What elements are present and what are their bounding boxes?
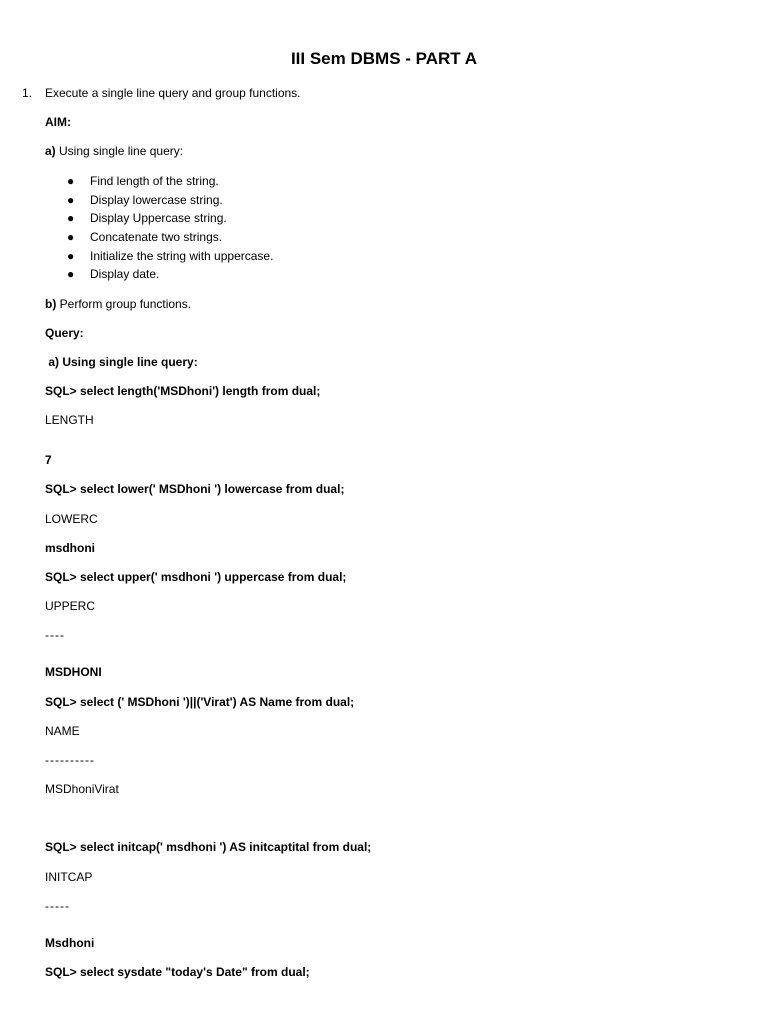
bullet-icon: ● [67, 211, 75, 226]
bullet-icon: ● [67, 230, 75, 245]
part-b-text: Perform group functions. [56, 297, 192, 311]
output-dashes-concat: ---------- [45, 753, 95, 767]
output-dashes-initcap: ----- [45, 899, 70, 913]
sql-initcap: SQL> select initcap(' msdhoni ') AS initcaptital from dual; [45, 840, 372, 854]
output-value-concat: MSDhoniVirat [45, 782, 119, 796]
item-text: Execute a single line query and group functions. [45, 86, 301, 100]
bullet-text: Concatenate two strings. [90, 230, 223, 245]
bullet-text: Display Uppercase string. [90, 211, 227, 226]
output-header-lower: LOWERC [45, 512, 98, 526]
part-b-line [45, 296, 191, 312]
list-item [67, 265, 273, 284]
sql-length: SQL> select length('MSDhoni') length from dual; [45, 384, 321, 398]
bullet-icon: ● [67, 248, 75, 263]
list-item [67, 246, 273, 265]
output-value-initcap: Msdhoni [45, 936, 95, 950]
bullet-icon: ● [67, 174, 75, 189]
part-a-text: Using single line query: [55, 144, 184, 158]
sql-concat: SQL> select (' MSDhoni ')||('Virat') AS Name from dual; [45, 695, 355, 709]
bullet-text: Initialize the string with uppercase. [90, 248, 274, 263]
bullet-text: Display lowercase string. [90, 192, 223, 207]
output-header-initcap: INITCAP [45, 870, 93, 884]
output-header-upper: UPPERC [45, 599, 96, 613]
output-header-length: LENGTH [45, 413, 94, 427]
bullet-icon: ● [67, 192, 75, 207]
bullet-text: Find length of the string. [90, 174, 219, 189]
query-label: Query: [45, 326, 84, 340]
sql-lower: SQL> select lower(' MSDhoni ') lowercase from dual; [45, 482, 345, 496]
list-item [67, 172, 273, 191]
list-item [67, 191, 273, 210]
item-number: 1. [22, 86, 33, 100]
aim-label: AIM: [45, 115, 71, 129]
output-header-concat: NAME [45, 724, 80, 738]
document-title: III Sem DBMS - PART A [290, 49, 478, 68]
bullet-text: Display date. [90, 267, 160, 282]
query-a-heading: a) Using single line query: [45, 355, 198, 369]
part-a-label: a) [45, 144, 56, 158]
bullet-icon: ● [67, 267, 75, 282]
output-dashes-upper: ---- [45, 628, 65, 642]
bullet-list [67, 172, 273, 284]
list-item [67, 228, 273, 247]
sql-upper: SQL> select upper(' msdhoni ') uppercase from dual; [45, 570, 347, 584]
output-value-length: 7 [45, 453, 52, 467]
output-value-lower: msdhoni [45, 541, 95, 555]
sql-sysdate: SQL> select sysdate "today's Date" from dual; [45, 965, 310, 979]
output-value-upper: MSDHONI [45, 665, 102, 679]
part-a-line [45, 143, 183, 159]
part-b-label: b) [45, 297, 57, 311]
list-item [67, 209, 273, 228]
